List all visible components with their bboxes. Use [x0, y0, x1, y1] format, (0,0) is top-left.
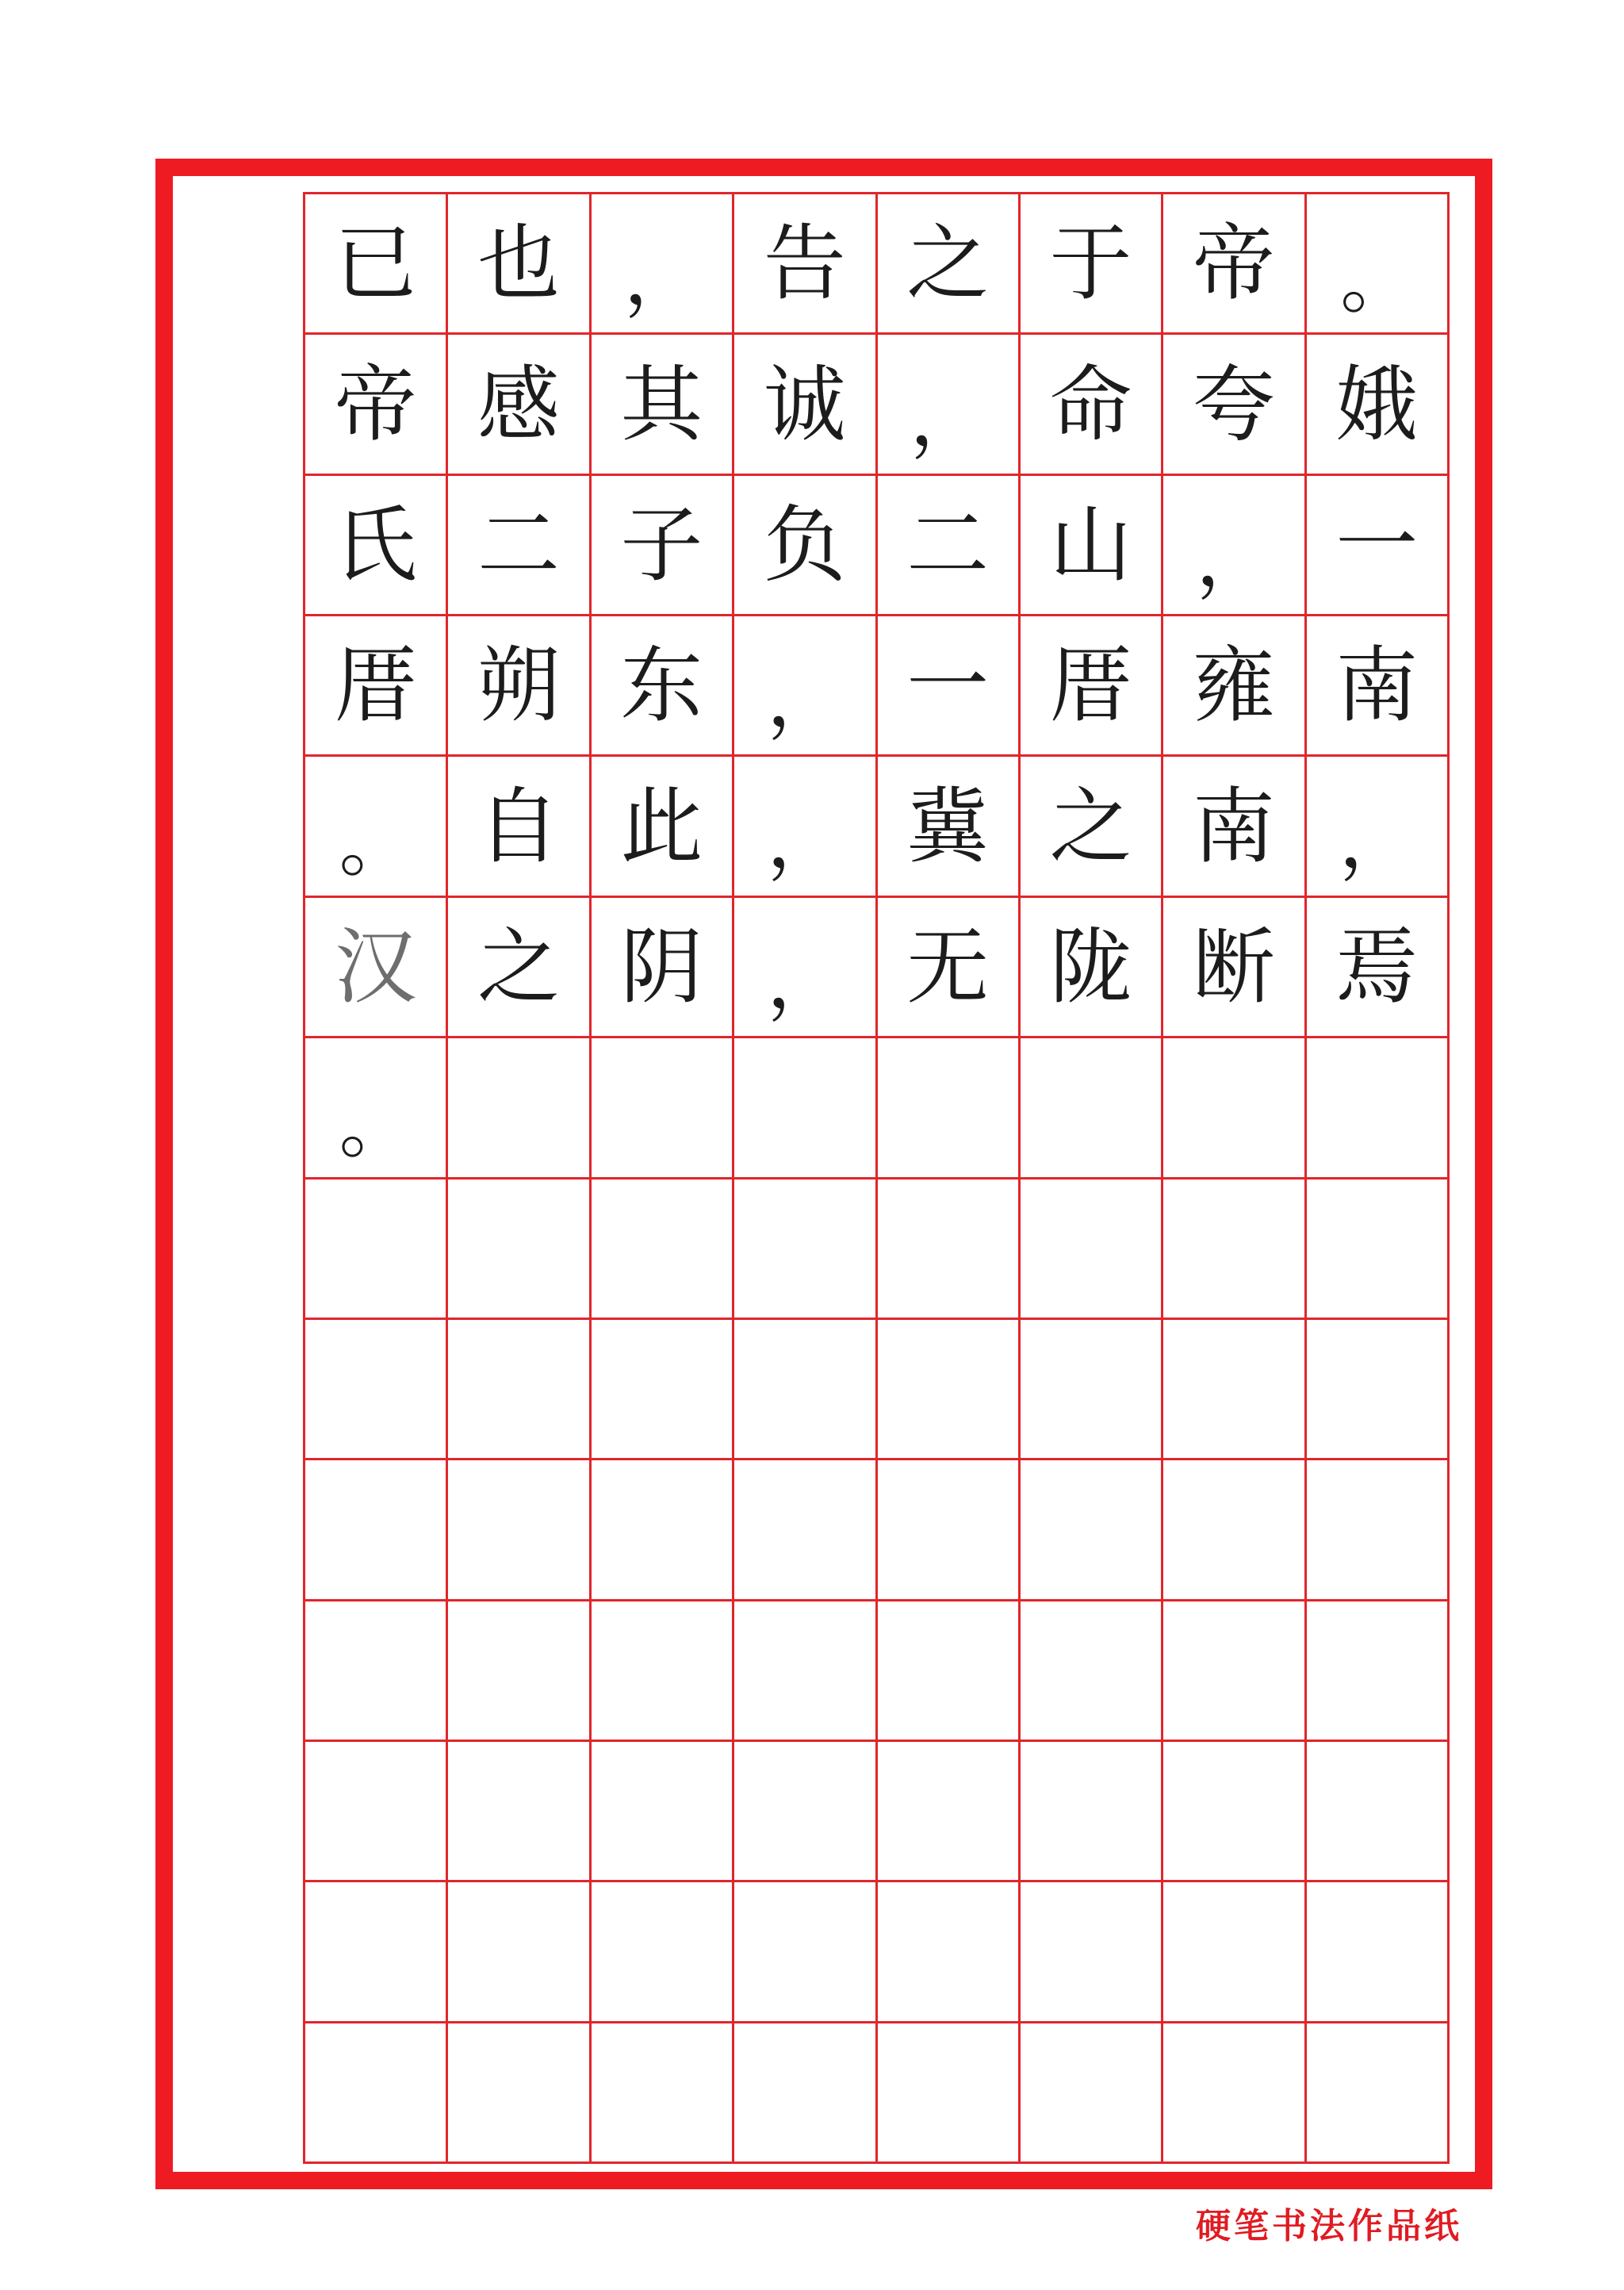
grid-cell-empty [734, 1601, 877, 1742]
grid-cell-char: 。 [305, 757, 448, 897]
grid-cell-empty [448, 1882, 591, 2023]
grid-cell-empty [448, 2023, 591, 2164]
grid-cell-empty [1021, 1320, 1163, 1460]
grid-cell-empty [448, 1742, 591, 1882]
grid-cell-char: 。 [305, 1038, 448, 1179]
grid-cell-empty [1163, 2023, 1306, 2164]
grid-cell-char: ， [1307, 757, 1450, 897]
grid-cell-empty [592, 1601, 734, 1742]
grid-cell-char: 二 [448, 476, 591, 616]
grid-cell-empty [448, 1601, 591, 1742]
grid-cell-char: 一 [1307, 476, 1450, 616]
grid-cell-char: 厝 [1021, 616, 1163, 757]
grid-cell-empty [734, 1460, 877, 1601]
grid-cell-empty [1163, 1601, 1306, 1742]
grid-cell-empty [1021, 1742, 1163, 1882]
grid-cell-char: 。 [1307, 194, 1450, 335]
grid-cell-empty [1021, 1180, 1163, 1320]
grid-cell-empty [878, 1320, 1021, 1460]
grid-cell-char: 此 [592, 757, 734, 897]
grid-cell-empty [1307, 1038, 1450, 1179]
grid-cell-empty [305, 1180, 448, 1320]
grid-cell-char: 一 [878, 616, 1021, 757]
grid-cell-char: 其 [592, 335, 734, 475]
grid-cell-empty [305, 1460, 448, 1601]
grid-cell-char: 陇 [1021, 898, 1163, 1038]
grid-cell-empty [1163, 1180, 1306, 1320]
grid-cell-char: ， [734, 616, 877, 757]
grid-cell-char: 之 [878, 194, 1021, 335]
grid-cell-empty [878, 1180, 1021, 1320]
grid-cell-empty [734, 1038, 877, 1179]
grid-cell-empty [1307, 1601, 1450, 1742]
grid-cell-empty [734, 1320, 877, 1460]
grid-cell-empty [1021, 1460, 1163, 1601]
grid-cell-empty [592, 1460, 734, 1601]
grid-cell-char: 自 [448, 757, 591, 897]
grid-cell-empty [1021, 1882, 1163, 2023]
grid-cell-char: 雍 [1163, 616, 1306, 757]
grid-cell-empty [878, 2023, 1021, 2164]
grid-cell-empty [1307, 1320, 1450, 1460]
grid-cell-empty [448, 1038, 591, 1179]
grid-cell-char: 厝 [305, 616, 448, 757]
grid-cell-empty [305, 1882, 448, 2023]
grid-cell-empty [592, 1180, 734, 1320]
grid-cell-empty [1307, 1460, 1450, 1601]
grid-cell-empty [448, 1320, 591, 1460]
grid-cell-empty [878, 1460, 1021, 1601]
grid-cell-char: 阴 [592, 898, 734, 1038]
grid-cell-empty [734, 1742, 877, 1882]
grid-cell-empty [734, 2023, 877, 2164]
grid-cell-char: 断 [1163, 898, 1306, 1038]
grid-cell-empty [592, 1882, 734, 2023]
grid-cell-char: 帝 [305, 335, 448, 475]
grid-cell-char: 告 [734, 194, 877, 335]
grid-cell-char: 氏 [305, 476, 448, 616]
grid-cell-char: 也 [448, 194, 591, 335]
grid-cell-empty [1021, 1601, 1163, 1742]
grid-cell-empty [305, 1742, 448, 1882]
grid-cell-char: 娥 [1307, 335, 1450, 475]
grid-cell-empty [878, 1038, 1021, 1179]
grid-cell-empty [1163, 1882, 1306, 2023]
grid-cell-char: ， [734, 757, 877, 897]
grid-cell-char: 于 [1021, 194, 1163, 335]
grid-cell-empty [1163, 1038, 1306, 1179]
grid-cell-empty [878, 1601, 1021, 1742]
grid-cell-char: 命 [1021, 335, 1163, 475]
grid-cell-char: 感 [448, 335, 591, 475]
grid-cell-empty [1307, 1742, 1450, 1882]
grid-cell-empty [1021, 2023, 1163, 2164]
grid-cell-empty [1307, 2023, 1450, 2164]
grid-cell-empty [734, 1180, 877, 1320]
grid-cell-char: 冀 [878, 757, 1021, 897]
grid-cell-empty [448, 1460, 591, 1601]
grid-cell-char: 东 [592, 616, 734, 757]
grid-cell-empty [1307, 1180, 1450, 1320]
grid-cell-empty [734, 1882, 877, 2023]
grid-cell-char: 已 [305, 194, 448, 335]
grid-cell-char: 山 [1021, 476, 1163, 616]
grid-cell-empty [1307, 1882, 1450, 2023]
grid-cell-char: 子 [592, 476, 734, 616]
grid-cell-empty [1163, 1742, 1306, 1882]
grid-cell-char: 之 [448, 898, 591, 1038]
grid-cell-char: 二 [878, 476, 1021, 616]
grid-cell-empty [1021, 1038, 1163, 1179]
grid-cell-empty [1163, 1460, 1306, 1601]
grid-cell-char: 之 [1021, 757, 1163, 897]
grid-cell-empty [878, 1742, 1021, 1882]
grid-cell-char: 南 [1163, 757, 1306, 897]
grid-cell-empty [592, 1038, 734, 1179]
grid-cell-char: 诚 [734, 335, 877, 475]
grid-cell-empty [448, 1180, 591, 1320]
grid-cell-char: 帝 [1163, 194, 1306, 335]
grid-cell-empty [305, 2023, 448, 2164]
grid-cell-char: ， [878, 335, 1021, 475]
grid-cell-empty [592, 1742, 734, 1882]
grid-cell-char: 朔 [448, 616, 591, 757]
grid-cell-empty [878, 1882, 1021, 2023]
grid-cell-char: 夸 [1163, 335, 1306, 475]
grid-cell-char: 汉 [305, 898, 448, 1038]
grid-cell-empty [592, 1320, 734, 1460]
grid-cell-empty [592, 2023, 734, 2164]
grid-cell-char: ， [734, 898, 877, 1038]
grid-cell-char: 焉 [1307, 898, 1450, 1038]
grid-cell-char: ， [1163, 476, 1306, 616]
grid-cell-char: 南 [1307, 616, 1450, 757]
grid-cell-char: ， [592, 194, 734, 335]
grid-cell-char: 无 [878, 898, 1021, 1038]
paper-title-label: 硬笔书法作品纸 [1196, 2206, 1462, 2246]
grid-cell-empty [305, 1601, 448, 1742]
writing-grid [303, 192, 1450, 2164]
grid-cell-empty [1163, 1320, 1306, 1460]
grid-cell-char: 负 [734, 476, 877, 616]
grid-cell-empty [305, 1320, 448, 1460]
